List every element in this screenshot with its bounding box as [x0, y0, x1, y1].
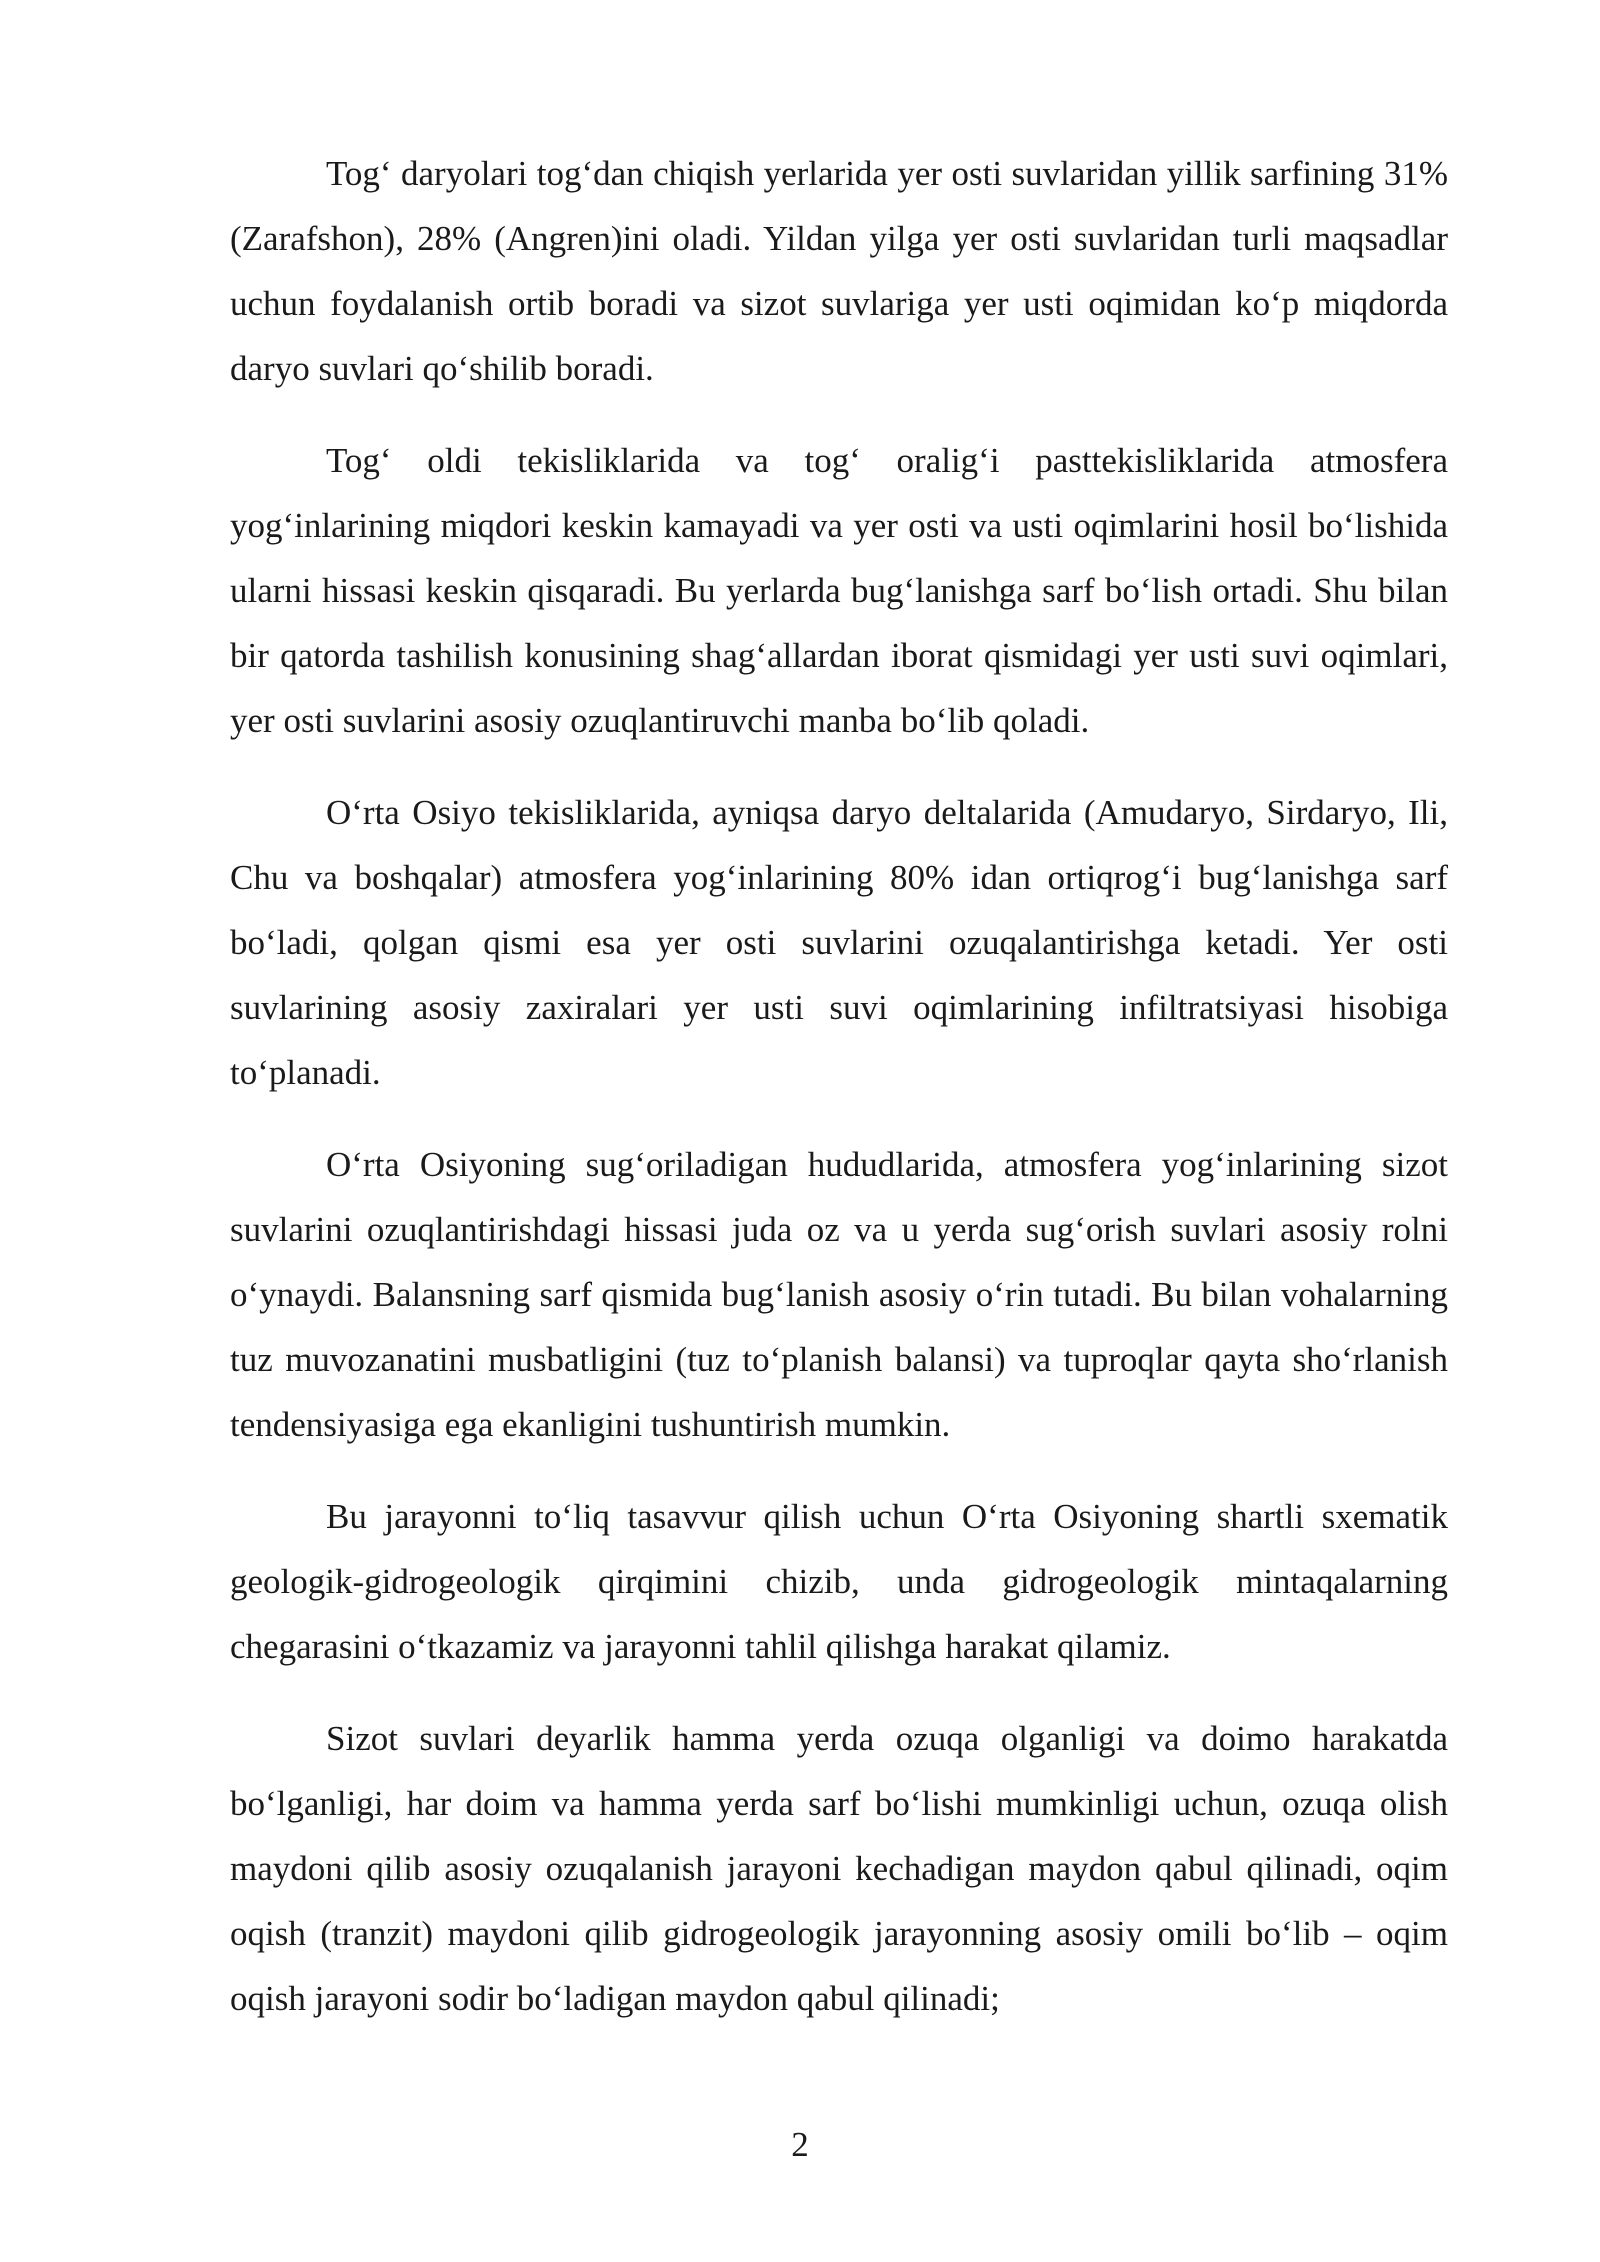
paragraph-1: Tog‘ daryolari tog‘dan chiqish yerlarida yer osti suvlaridan yillik sarfining 31% (Zarafshon), 28% (Angren)ini oladi. Yildan yilga yer osti suvlaridan turli maqsadlar uchun foydalanish ortib boradi va sizot suvlariga yer usti oqimidan ko‘p miqdorda daryo suvlari qo‘shilib boradi. [230, 154, 1448, 388]
paragraph-6: Sizot suvlari deyarlik hamma yerda ozuqa olganligi va doimo harakatda bo‘lganligi, har doim va hamma yerda sarf bo‘lishi mumkinligi uchun, ozuqa olish maydoni qilib asosiy ozuqalanish jarayoni kechadigan maydon qabul qilinadi, oqim oqish (tranzit) maydoni qilib gidrogeologik jarayonning asosiy omili bo‘lib – oqim oqish jarayoni sodir bo‘ladigan maydon qabul qilinadi; [230, 1719, 1448, 2018]
paragraph-5: Bu jarayonni to‘liq tasavvur qilish uchun O‘rta Osiyoning shartli sxematik geologik-gidrogeologik qirqimini chizib, unda gidrogeologik mintaqalarning chegarasini o‘tkazamiz va jarayonni tahlil qilishga harakat qilamiz. [230, 1497, 1448, 1666]
paragraph-3: O‘rta Osiyo tekisliklarida, ayniqsa daryo deltalarida (Amudaryo, Sirdaryo, Ili, Chu va boshqalar) atmosfera yog‘inlarining 80% idan ortiqrog‘i bug‘lanishga sarf bo‘ladi, qolgan qismi esa yer osti suvlarini ozuqalantirishga ketadi. Yer osti suvlarining asosiy zaxiralari yer usti suvi oqimlarining infiltratsiyasi hisobiga to‘planadi. [230, 793, 1448, 1092]
page-number: 2 [791, 2125, 809, 2164]
paragraph-2: Tog‘ oldi tekisliklarida va tog‘ oralig‘i pasttekisliklarida atmosfera yog‘inlarining miqdori keskin kamayadi va yer osti va usti oqimlarini hosil bo‘lishida ularni hissasi keskin qisqaradi. Bu yerlarda bug‘lanishga sarf bo‘lish ortadi. Shu bilan bir qatorda tashilish konusining shag‘allardan iborat qismidagi yer usti suvi oqimlari, yer osti suvlarini asosiy ozuqlantiruvchi manba bo‘lib qoladi. [230, 441, 1448, 740]
document-body [230, 141, 1448, 2058]
paragraph-4: O‘rta Osiyoning sug‘oriladigan hududlarida, atmosfera yog‘inlarining sizot suvlarini ozuqlantirishdagi hissasi juda oz va u yerda sug‘orish suvlari asosiy rolni o‘ynaydi. Balansning sarf qismida bug‘lanish asosiy o‘rin tutadi. Bu bilan vohalarning tuz muvozanatini musbatligini (tuz to‘planish balansi) va tuproqlar qayta sho‘rlanish tendensiyasiga ega ekanligini tushuntirish mumkin. [230, 1145, 1448, 1444]
